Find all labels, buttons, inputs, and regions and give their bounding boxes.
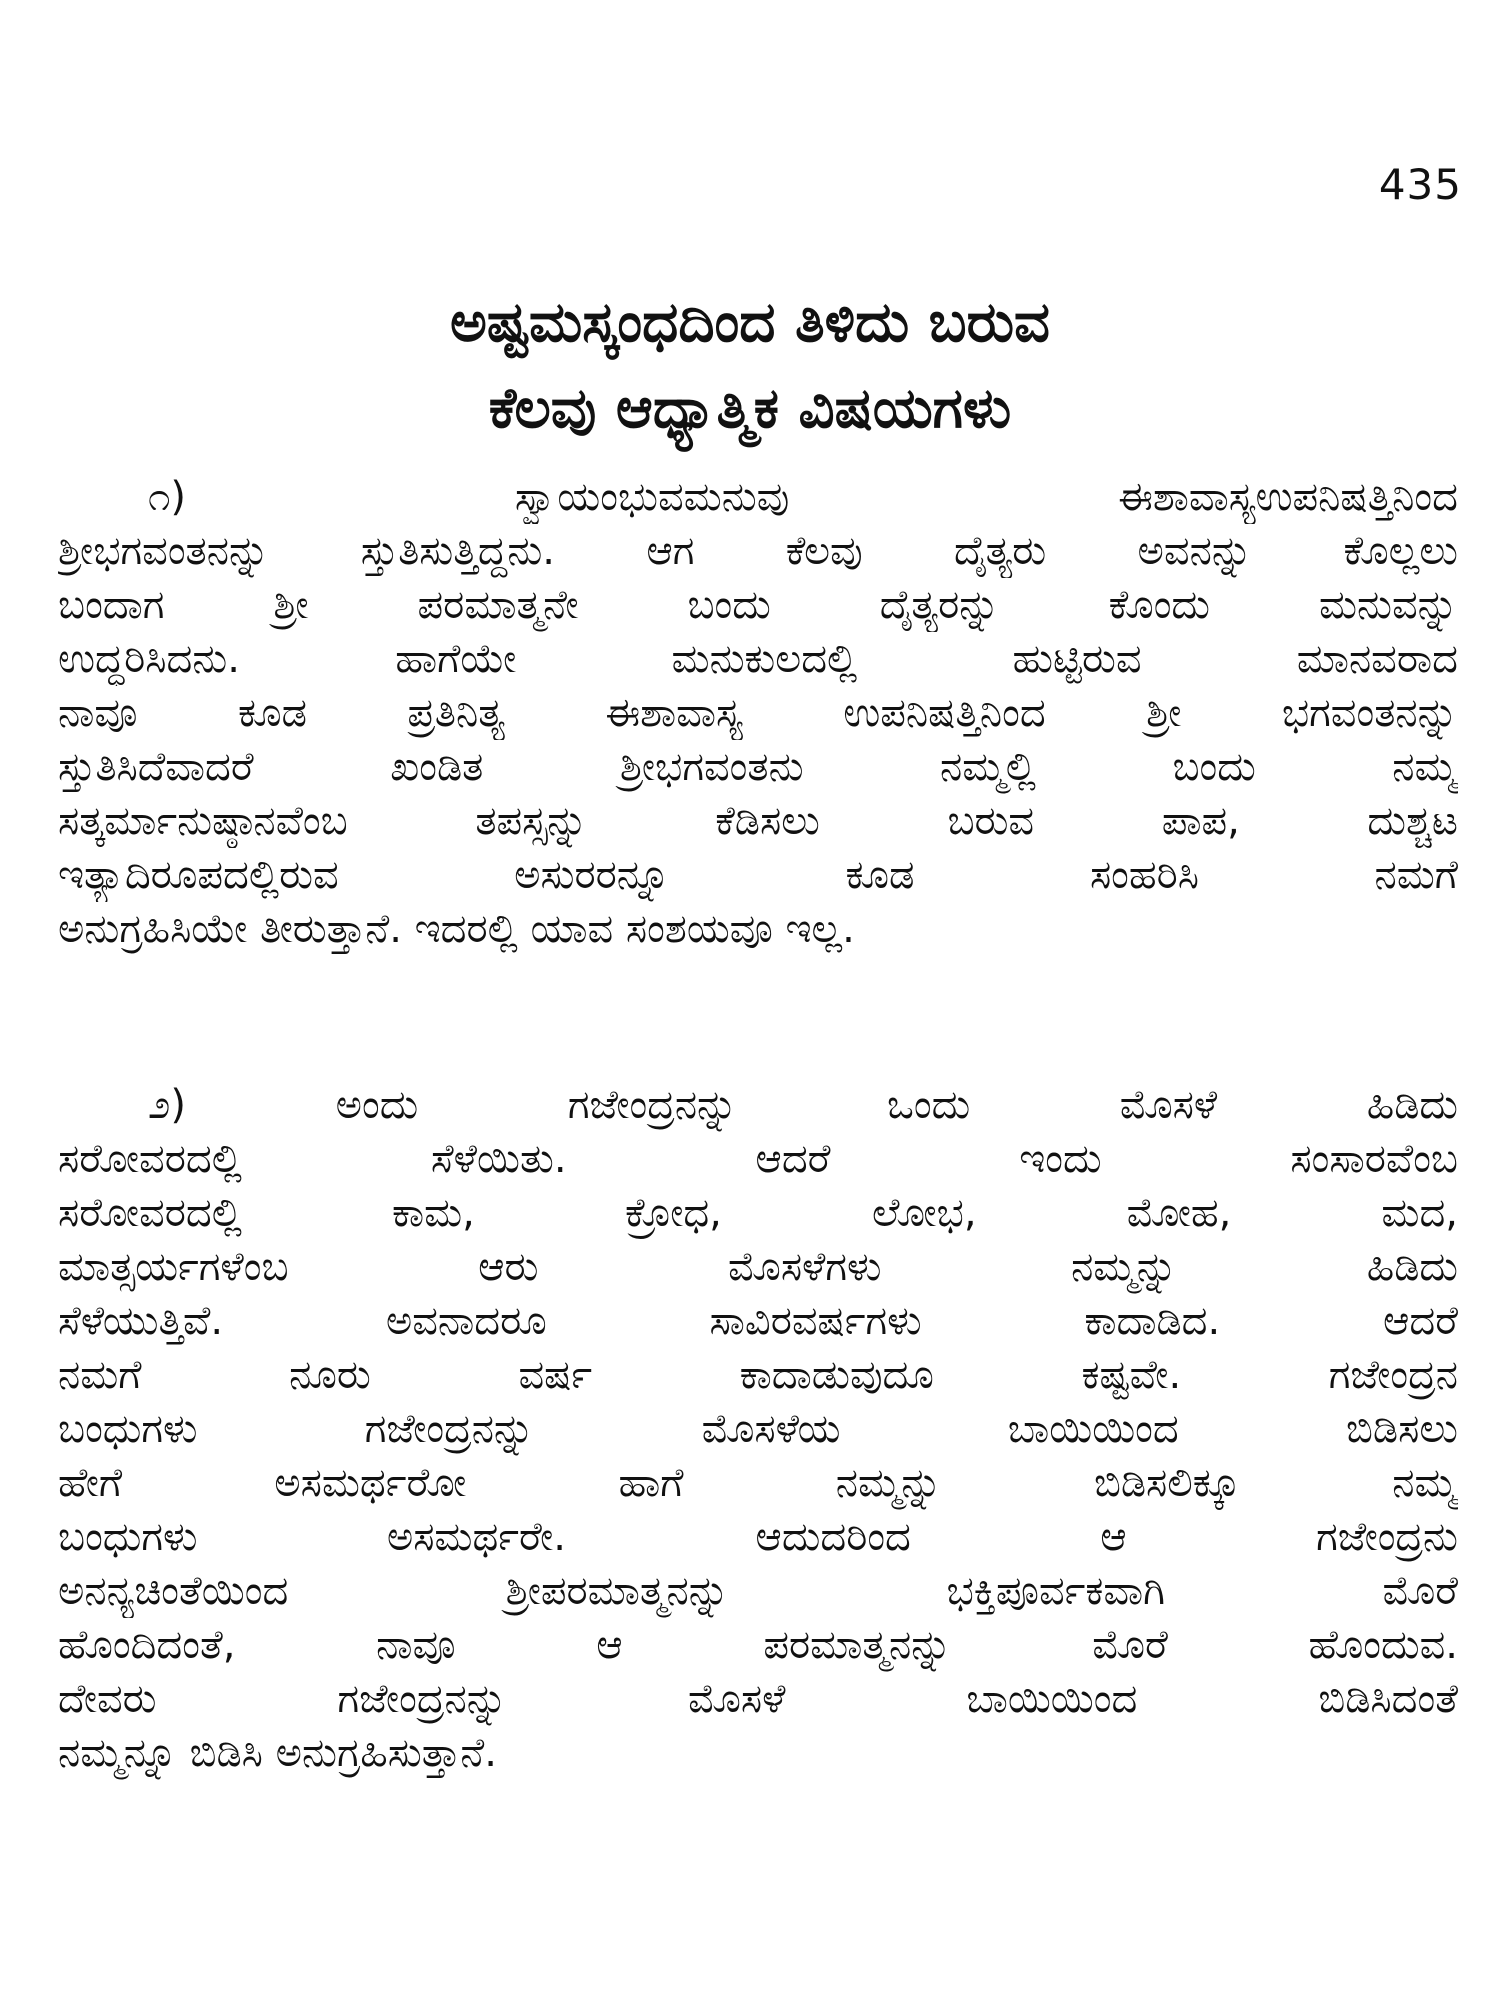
text-line: ಸ್ತುತಿಸಿದೆವಾದರೆ ಖಂಡಿತ ಶ್ರೀಭಗವಂತನು ನಮ್ಮಲ್ಲಿ ಬಂದು ನಮ್ಮ: [58, 744, 1458, 790]
text-line: ಸರೋವರದಲ್ಲಿ ಕಾಮ, ಕ್ರೋಧ, ಲೋಭ, ಮೋಹ, ಮದ,: [58, 1190, 1458, 1236]
text-line: ಹೊಂದಿದಂತೆ, ನಾವೂ ಆ ಪರಮಾತ್ಮನನ್ನು ಮೊರೆ ಹೊಂದುವ.: [58, 1622, 1458, 1668]
text-line: ದೇವರು ಗಜೇಂದ್ರನನ್ನು ಮೊಸಳೆ ಬಾಯಿಯಿಂದ ಬಿಡಿಸಿದಂತೆ: [58, 1676, 1458, 1722]
text-line: ಸತ್ಕರ್ಮಾನುಷ್ಠಾನವೆಂಬ ತಪಸ್ಸನ್ನು ಕೆಡಿಸಲು ಬರುವ ಪಾಪ, ದುಶ್ಚಟ: [58, 798, 1458, 844]
paragraph-2: [58, 1078, 1458, 1780]
text-line: ೧) ಸ್ವಾಯಂಭುವಮನುವು ಈಶಾವಾಸ್ಯಉಪನಿಷತ್ತಿನಿಂದ: [148, 474, 1458, 520]
text-line: ನಮಗೆ ನೂರು ವರ್ಷ ಕಾದಾಡುವುದೂ ಕಷ್ಟವೇ. ಗಜೇಂದ್ರನ: [58, 1352, 1458, 1398]
paragraph-1: [58, 470, 1458, 956]
text-line: ಉದ್ಧರಿಸಿದನು. ಹಾಗೆಯೇ ಮನುಕುಲದಲ್ಲಿ ಹುಟ್ಟಿರುವ ಮಾನವರಾದ: [58, 636, 1458, 682]
text-line: ಸರೋವರದಲ್ಲಿ ಸೆಳೆಯಿತು. ಆದರೆ ಇಂದು ಸಂಸಾರವೆಂಬ: [58, 1136, 1458, 1182]
text-line: ಇತ್ಯಾದಿರೂಪದಲ್ಲಿರುವ ಅಸುರರನ್ನೂ ಕೂಡ ಸಂಹರಿಸಿ ನಮಗೆ: [58, 852, 1458, 898]
text-line: ಬಂಧುಗಳು ಅಸಮರ್ಥರೇ. ಆದುದರಿಂದ ಆ ಗಜೇಂದ್ರನು: [58, 1514, 1458, 1560]
text-line: ಅನುಗ್ರಹಿಸಿಯೇ ತೀರುತ್ತಾನೆ. ಇದರಲ್ಲಿ ಯಾವ ಸಂಶಯವೂ ಇಲ್ಲ.: [58, 906, 855, 952]
text-line: ಮಾತ್ಸರ್ಯಗಳೆಂಬ ಆರು ಮೊಸಳೆಗಳು ನಮ್ಮನ್ನು ಹಿಡಿದು: [58, 1244, 1458, 1290]
text-line: ಸೆಳೆಯುತ್ತಿವೆ. ಅವನಾದರೂ ಸಾವಿರವರ್ಷಗಳು ಕಾದಾಡಿದ. ಆದರೆ: [58, 1298, 1458, 1344]
heading-line-1: ಅಷ್ಟಮಸ್ಕಂಧದಿಂದ ತಿಳಿದು ಬರುವ: [450, 290, 1050, 355]
text-line: ೨) ಅಂದು ಗಜೇಂದ್ರನನ್ನು ಒಂದು ಮೊಸಳೆ ಹಿಡಿದು: [148, 1082, 1458, 1128]
text-line: ನಾವೂ ಕೂಡ ಪ್ರತಿನಿತ್ಯ ಈಶಾವಾಸ್ಯ ಉಪನಿಷತ್ತಿನಿಂದ ಶ್ರೀ ಭಗವಂತನನ್ನು: [58, 690, 1458, 736]
text-line: ಬಂದಾಗ ಶ್ರೀ ಪರಮಾತ್ಮನೇ ಬಂದು ದೈತ್ಯರನ್ನು ಕೊಂದು ಮನುವನ್ನು: [58, 582, 1458, 628]
text-line: ಶ್ರೀಭಗವಂತನನ್ನು ಸ್ತುತಿಸುತ್ತಿದ್ದನು. ಆಗ ಕೆಲವು ದೈತ್ಯರು ಅವನನ್ನು ಕೊಲ್ಲಲು: [58, 528, 1458, 574]
text-line: ಹೇಗೆ ಅಸಮರ್ಥರೋ ಹಾಗೆ ನಮ್ಮನ್ನು ಬಿಡಿಸಲಿಕ್ಕೂ ನಮ್ಮ: [58, 1460, 1458, 1506]
text-line: ಬಂಧುಗಳು ಗಜೇಂದ್ರನನ್ನು ಮೊಸಳೆಯ ಬಾಯಿಯಿಂದ ಬಿಡಿಸಲು: [58, 1406, 1458, 1452]
chapter-heading: [0, 280, 1500, 452]
heading-line-2: ಕೆಲವು ಆಧ್ಯಾತ್ಮಿಕ ವಿಷಯಗಳು: [488, 376, 1012, 441]
text-line: ನಮ್ಮನ್ನೂ ಬಿಡಿಸಿ ಅನುಗ್ರಹಿಸುತ್ತಾನೆ.: [58, 1730, 497, 1776]
page-number: 435: [1378, 160, 1462, 209]
text-line: ಅನನ್ಯಚಿಂತೆಯಿಂದ ಶ್ರೀಪರಮಾತ್ಮನನ್ನು ಭಕ್ತಿಪೂರ್ವಕವಾಗಿ ಮೊರೆ: [58, 1568, 1458, 1614]
